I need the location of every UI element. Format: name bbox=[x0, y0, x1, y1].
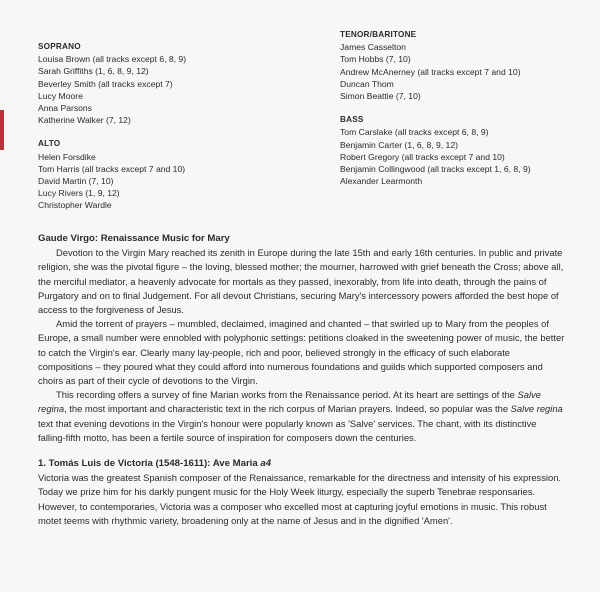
essay-paragraph: Amid the torrent of prayers – mumbled, declaimed, imagined and chanted – that swirled up to Mary from the peoples of Europe, a small number were ennobled with polyphonic settings: petitions cloaked in the sweetening power of music, the better to catch the Virgin's ear. Clearly many lay-people, rich and poor, believed strongly in the efficacy of such elaborate compositions – they poured what they could afford into numerous foundations and guilds which supported composers and choirs as part of their cycle of devotions to the Virgin. bbox=[38, 318, 565, 387]
voice-group-tenor-baritone bbox=[340, 29, 580, 102]
liner-notes-essay bbox=[38, 232, 566, 528]
text-run: , the most important and characteristic text in the rich corpus of Marian prayers. Indeed, so popular was the bbox=[64, 403, 511, 415]
singer: Lucy Rivers (1, 9, 12) bbox=[38, 188, 120, 199]
singer: Andrew McAnerney (all tracks except 7 and 10) bbox=[340, 66, 521, 77]
voice-group-bass bbox=[340, 114, 580, 187]
singer: Christopher Wardle bbox=[38, 200, 112, 211]
singer: Lucy Moore bbox=[38, 90, 83, 101]
choir-right-column bbox=[340, 29, 580, 199]
singer: Tom Carslake (all tracks except 6, 8, 9) bbox=[340, 127, 489, 138]
choir-left-column bbox=[38, 41, 308, 224]
singer: Alexander Learmonth bbox=[340, 176, 423, 187]
singer: Tom Harris (all tracks except 7 and 10) bbox=[38, 163, 186, 174]
track-voicing: a4 bbox=[260, 458, 272, 470]
singer: Benjamin Collingwood (all tracks except 1, 6, 8, 9) bbox=[340, 164, 531, 175]
text-run: text that evening devotions in the Virgin's honour were popularly known as 'Salve' services. The chant, with its distinctive falling-fifth motto, has been a fertile source of inspiration for composers down the centuries. bbox=[38, 417, 537, 443]
singer: David Martin (7, 10) bbox=[38, 176, 114, 187]
singer: Beverley Smith (all tracks except 7) bbox=[38, 78, 173, 89]
voice-group-soprano bbox=[38, 41, 308, 126]
singer: Sarah Griffiths (1, 6, 8, 9, 12) bbox=[38, 66, 149, 77]
essay-paragraph bbox=[38, 388, 566, 445]
singer: James Casselton bbox=[340, 42, 406, 53]
singer: Benjamin Carter (1, 6, 8, 9, 12) bbox=[340, 139, 458, 150]
page-edge-mark bbox=[0, 110, 4, 150]
essay-paragraph: Devotion to the Virgin Mary reached its zenith in Europe during the late 15th and early 16th centuries. In public and private religion, she was the pivotal figure – the loving, blessed mother; the mourner, harrowed with grief beneath the Cross; above all, the merciful mediator, a heavenly advocate for mortals as they passed, inexorably, from life into death, through the pains of Purgatory and on to final Judgement. For all devout Christians, securing Mary's intercessory powers afforded the best hope of access to the forgiveness of Jesus. bbox=[38, 247, 564, 316]
voice-group-alto bbox=[38, 138, 308, 211]
text-run: This recording offers a survey of fine Marian works from the Renaissance period. At its heart are settings of the bbox=[56, 389, 518, 401]
singer: Louisa Brown (all tracks except 6, 8, 9) bbox=[38, 54, 187, 65]
voice-title: SOPRANO bbox=[38, 42, 81, 51]
track-heading-text: 1. Tomás Luis de Victoria (1548-1611): Ave Maria bbox=[38, 458, 261, 470]
essay-heading: Gaude Virgo: Renaissance Music for Mary bbox=[38, 233, 230, 244]
essay-paragraph: Victoria was the greatest Spanish composer of the Renaissance, remarkable for the directness and intensity of his expression. Today we prize him for his darkly pungent music for the Holy Week liturgy, especially the superb Tenebrae responsaries. However, to contemporaries, Victoria was a composer who excelled most at capturing joyful emotions in music. This robust motet teems with rhythmic variety, broadening only at the name of Jesus and in the dignified 'Amen'. bbox=[38, 472, 562, 526]
track-heading bbox=[38, 457, 566, 471]
singer: Robert Gregory (all tracks except 7 and 10) bbox=[340, 151, 505, 162]
singer: Tom Hobbs (7, 10) bbox=[340, 54, 411, 65]
work-title: Salve regina bbox=[510, 403, 563, 415]
voice-title: ALTO bbox=[38, 139, 61, 149]
singer: Simon Beattie (7, 10) bbox=[340, 91, 421, 102]
singer: Duncan Thom bbox=[340, 78, 394, 89]
voice-title: TENOR/BARITONE bbox=[340, 30, 417, 39]
voice-title: BASS bbox=[340, 115, 364, 125]
singer: Katherine Walker (7, 12) bbox=[38, 115, 131, 126]
singer: Helen Forsdike bbox=[38, 151, 96, 162]
work-title: Salve regina bbox=[38, 389, 541, 415]
singer: Anna Parsons bbox=[38, 103, 92, 114]
